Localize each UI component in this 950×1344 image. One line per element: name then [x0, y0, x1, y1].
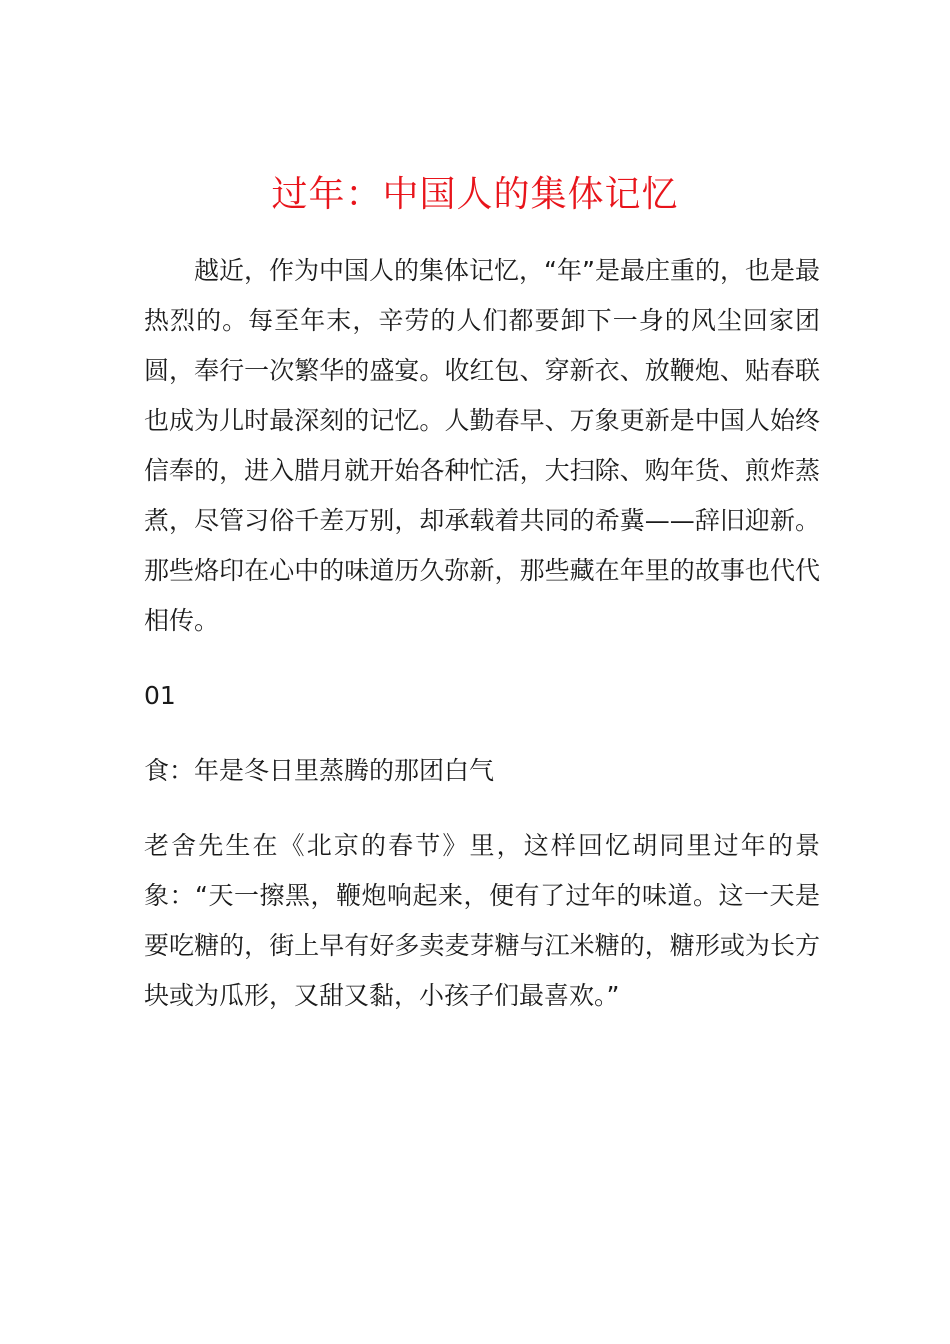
section-paragraph: 老舍先生在《北京的春节》里，这样回忆胡同里过年的景象：“天一擦黑，鞭炮响起来，便有了过年的味道。这一天是要吃糖的，街上早有好多卖麦芽糖与江米糖的，糖形或为长方块或为瓜形，又甜又黏，小孩子们最喜欢。” [144, 831, 820, 1010]
section-heading: 食：年是冬日里蒸腾的那团白气 [144, 756, 495, 785]
document-title: 过年：中国人的集体记忆 [271, 174, 679, 215]
intro-paragraph: 越近，作为中国人的集体记忆，“年”是最庄重的，也是最热烈的。每至年末，辛劳的人们都要卸下一身的风尘回家团圆，奉行一次繁华的盛宴。收红包、穿新衣、放鞭炮、贴春联也成为儿时最深刻的记忆。人勤春早、万象更新是中国人始终信奉的，进入腊月就开始各种忙活，大扫除、购年货、煎炸蒸煮，尽管习俗千差万别，却承载着共同的希冀——辞旧迎新。那些烙印在心中的味道历久弥新，那些藏在年里的故事也代代相传。 [144, 256, 820, 635]
section-number: 01 [144, 681, 176, 710]
document-body [144, 246, 820, 1021]
